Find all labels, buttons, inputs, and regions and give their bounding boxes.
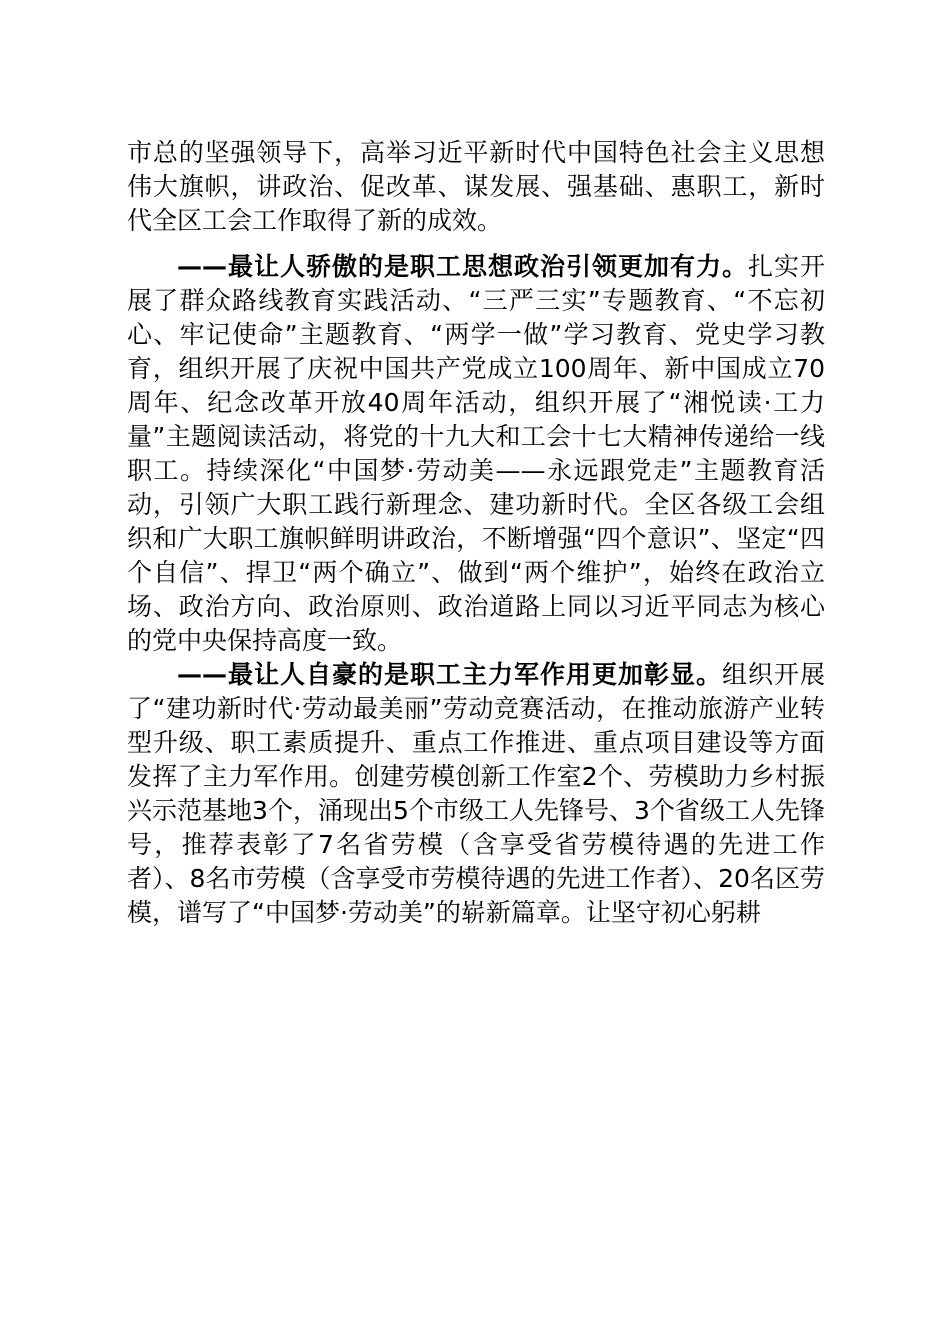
- paragraph-3-text: 组织开展了“建功新时代·劳动最美丽”劳动竞赛活动，在推动旅游产业转型升级、职工素质提升、重点工作推进、重点项目建设等方面发挥了主力军作用。创建劳模创新工作室2个、劳模助力乡村振兴示范基地3个，涌现出5个市级工人先锋号、3个省级工人先锋号，推荐表彰了7名省劳模（含享受省劳模待遇的先进工作者）、8名市劳模（含享受市劳模待遇的先进工作者）、20名区劳模，谱写了“中国梦·劳动美”的崭新篇章。让坚守初心躬耕: [127, 660, 825, 927]
- paragraph-3: [127, 658, 825, 930]
- paragraph-2: [127, 250, 825, 658]
- paragraph-1-text: 市总的坚强领导下，高举习近平新时代中国特色社会主义思想伟大旗帜，讲政治、促改革、谋发展、强基础、惠职工，新时代全区工会工作取得了新的成效。: [127, 138, 825, 235]
- document-body: [127, 136, 825, 930]
- paragraph-2-text: 扎实开展了群众路线教育实践活动、“三严三实”专题教育、“不忘初心、牢记使命”主题教育、“两学一做”学习教育、党史学习教育，组织开展了庆祝中国共产党成立100周年、新中国成立70周年、纪念改革开放40周年活动，组织开展了“湘悦读·工力量”主题阅读活动，将党的十九大和工会十七大精神传递给一线职工。持续深化“中国梦·劳动美——永远跟党走”主题教育活动，引领广大职工践行新理念、建功新时代。全区各级工会组织和广大职工旗帜鲜明讲政治，不断增强“四个意识”、坚定“四个自信”、捍卫“两个确立”、做到“两个维护”，始终在政治立场、政治方向、政治原则、政治道路上同以习近平同志为核心的党中央保持高度一致。: [127, 252, 825, 655]
- paragraph-2-lead: ——最让人骄傲的是职工思想政治引领更加有力。: [177, 252, 748, 281]
- paragraph-3-lead: ——最让人自豪的是职工主力军作用更加彰显。: [177, 660, 722, 689]
- paragraph-1: [127, 136, 825, 238]
